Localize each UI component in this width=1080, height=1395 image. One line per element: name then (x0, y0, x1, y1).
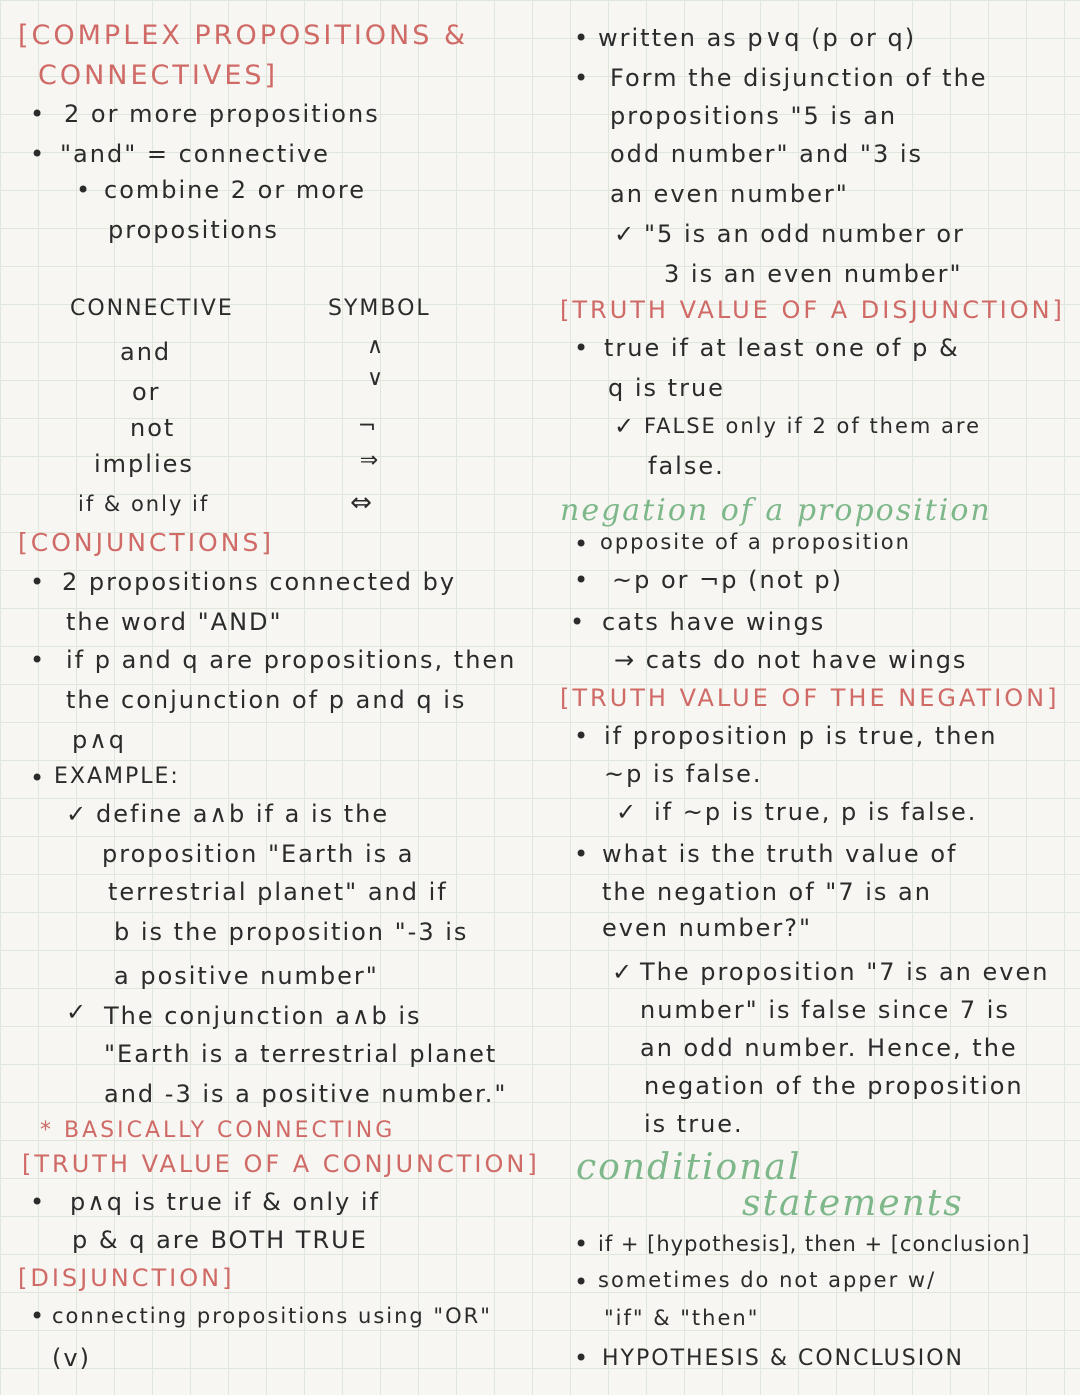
note-line: true if at least one of p & (604, 334, 960, 362)
note-line: if proposition p is true, then (604, 722, 998, 750)
table-cell-symbol: ¬ (357, 414, 379, 439)
note-line: FALSE only if 2 of them are (644, 414, 981, 438)
table-cell-connective: not (130, 414, 176, 442)
note-line: an even number" (610, 180, 849, 208)
note-line: cats have wings (602, 608, 826, 636)
note-line: written as p∨q (p or q) (598, 24, 917, 52)
note-line: "and" = connective (60, 140, 330, 168)
note-line: HYPOTHESIS & CONCLUSION (602, 1346, 964, 1371)
bullet-icon: • (574, 64, 591, 92)
bullet-icon: • (574, 722, 591, 750)
table-cell-connective: implies (94, 450, 194, 478)
bullet-icon: • (30, 1302, 47, 1330)
note-line: is true. (644, 1110, 744, 1138)
section-title-complex-propositions: [COMPLEX PROPOSITIONS & (18, 20, 469, 51)
check-icon: ✓ (66, 800, 89, 828)
basically-note: * BASICALLY CONNECTING (40, 1118, 396, 1143)
note-line: if p and q are propositions, then (66, 646, 517, 674)
bullet-icon: • (570, 608, 587, 636)
bullet-icon: • (30, 646, 47, 674)
check-icon: ✓ (66, 998, 89, 1026)
check-icon: ✓ (614, 220, 637, 248)
note-line: and -3 is a positive number." (104, 1080, 508, 1108)
check-icon: ✓ (612, 958, 635, 986)
note-line: ~p or ¬p (not p) (612, 566, 844, 594)
table-header-connective: CONNECTIVE (70, 296, 234, 321)
bullet-icon: • (574, 1230, 591, 1258)
note-line: if ~p is true, p is false. (654, 798, 978, 826)
table-header-symbol: SYMBOL (328, 296, 431, 321)
section-title-negation: negation of a proposition (560, 493, 992, 528)
bullet-icon: • (574, 334, 591, 362)
section-title-truth-value-disjunction: [TRUTH VALUE OF A DISJUNCTION] (560, 296, 1065, 324)
note-line: define a∧b if a is the (96, 800, 390, 828)
section-title-truth-value-conjunction: [TRUTH VALUE OF A CONJUNCTION] (22, 1150, 540, 1178)
note-line: the conjunction of p and q is (66, 686, 467, 714)
note-line: q is true (608, 374, 725, 402)
note-line: combine 2 or more (104, 176, 367, 204)
table-cell-symbol: ∧ (366, 334, 386, 359)
note-line: "Earth is a terrestrial planet (104, 1040, 498, 1068)
bullet-icon: • (30, 568, 47, 596)
note-line: a positive number" (114, 962, 379, 990)
table-cell-symbol: ∨ (366, 366, 386, 391)
note-line: terrestrial planet" and if (108, 878, 448, 906)
bullet-icon: • (30, 140, 47, 168)
bullet-icon: • (574, 840, 591, 868)
section-title-truth-value-negation: [TRUTH VALUE OF THE NEGATION] (560, 684, 1060, 712)
note-line: odd number" and "3 is (610, 140, 924, 168)
note-line: even number?" (602, 914, 813, 942)
check-icon: ✓ (614, 412, 637, 440)
bullet-icon: • (574, 1344, 591, 1372)
note-line: p∧q (72, 726, 127, 754)
note-line: false. (648, 452, 725, 480)
note-line: the word "AND" (66, 608, 283, 636)
note-line: "if" & "then" (604, 1306, 760, 1330)
note-line: Form the disjunction of the (610, 64, 988, 92)
note-line: negation of the proposition (644, 1072, 1024, 1100)
note-line: propositions (108, 216, 279, 244)
table-cell-connective: or (132, 378, 161, 406)
note-line: (v) (52, 1344, 91, 1372)
note-line: if + [hypothesis], then + [conclusion] (598, 1232, 1031, 1256)
note-line: p & q are BOTH TRUE (72, 1226, 368, 1254)
bullet-icon: • (30, 764, 47, 792)
note-line: opposite of a proposition (600, 530, 911, 554)
note-line: 2 propositions connected by (62, 568, 457, 596)
bullet-icon: • (574, 566, 591, 594)
note-line: ~p is false. (604, 760, 763, 788)
bullet-icon: • (574, 530, 591, 558)
note-line: proposition "Earth is a (102, 840, 415, 868)
note-line: The conjunction a∧b is (104, 1002, 422, 1030)
note-line: The proposition "7 is an even (640, 958, 1050, 986)
bullet-icon: • (30, 1188, 47, 1216)
example-label: EXAMPLE: (54, 764, 180, 789)
note-line: "5 is an odd number or (644, 220, 965, 248)
note-line: an odd number. Hence, the (640, 1034, 1018, 1062)
table-cell-connective: and (120, 338, 172, 366)
bullet-icon: • (574, 24, 591, 52)
note-line: what is the truth value of (602, 840, 958, 868)
section-title-conditional: conditional (576, 1147, 802, 1188)
note-line: connecting propositions using "OR" (52, 1304, 492, 1328)
bullet-icon: • (574, 1268, 591, 1296)
note-line: propositions "5 is an (610, 102, 898, 130)
table-cell-symbol: ⇒ (359, 448, 381, 473)
bullet-icon: • (30, 100, 47, 128)
table-cell-symbol: ⇔ (350, 488, 374, 518)
note-line: sometimes do not apper w/ (598, 1268, 937, 1292)
section-title-conjunctions: [CONJUNCTIONS] (18, 528, 275, 557)
note-line: → cats do not have wings (614, 646, 968, 674)
section-title-disjunction: [DISJUNCTION] (18, 1264, 235, 1292)
section-title-statements: statements (742, 1183, 964, 1224)
note-line: the negation of "7 is an (602, 878, 932, 906)
note-line: p∧q is true if & only if (70, 1188, 380, 1216)
note-line: b is the proposition "-3 is (114, 918, 469, 946)
note-line: 3 is an even number" (664, 260, 963, 288)
check-icon: ✓ (616, 798, 639, 826)
note-line: 2 or more propositions (64, 100, 380, 128)
table-cell-connective: if & only if (78, 492, 210, 516)
note-line: number" is false since 7 is (640, 996, 1010, 1024)
section-title-connectives: CONNECTIVES] (38, 60, 279, 91)
bullet-icon: • (76, 176, 93, 204)
